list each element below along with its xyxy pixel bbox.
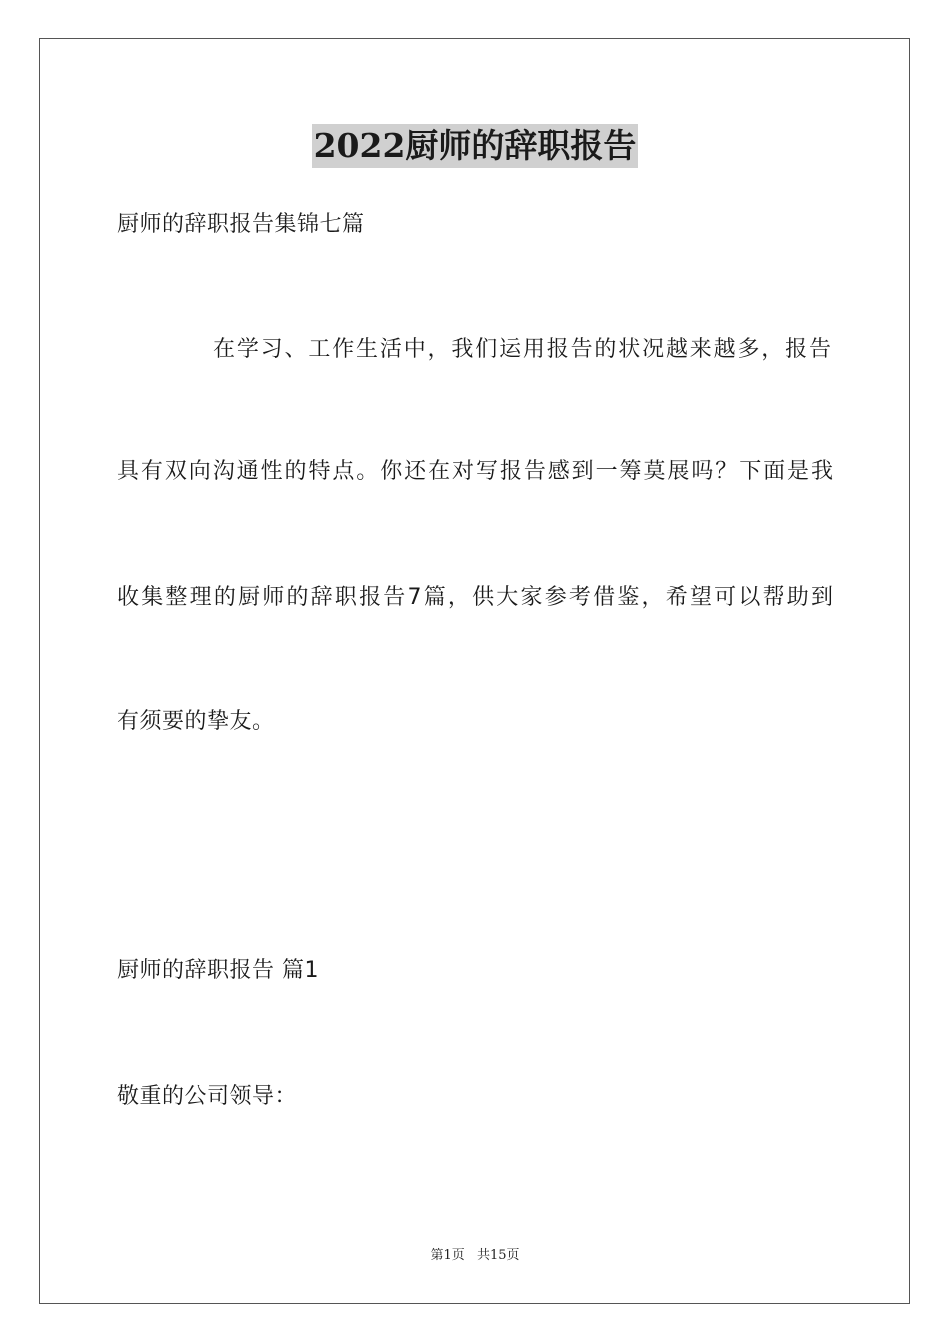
- title-container: [0, 124, 950, 168]
- intro-line-4: 有须要的挚友。: [117, 709, 275, 734]
- document-title: 2022厨师的辞职报告: [312, 124, 639, 168]
- page-total: 共15页: [476, 1248, 520, 1263]
- page-footer: [0, 1247, 950, 1265]
- salutation: 敬重的公司领导：: [117, 1084, 298, 1109]
- section-heading: 厨师的辞职报告 篇1: [117, 958, 319, 983]
- intro-line-1: 在学习、工作生活中，我们运用报告的状况越来越多，报告: [213, 337, 831, 362]
- intro-line-2: 具有双向沟通性的特点。你还在对写报告感到一筹莫展吗？下面是我: [117, 459, 833, 484]
- intro-line-3: 收集整理的厨师的辞职报告7篇，供大家参考借鉴，希望可以帮助到: [117, 585, 833, 610]
- page-number: 第1页: [430, 1248, 465, 1263]
- document-subtitle: 厨师的辞职报告集锦七篇: [117, 212, 365, 237]
